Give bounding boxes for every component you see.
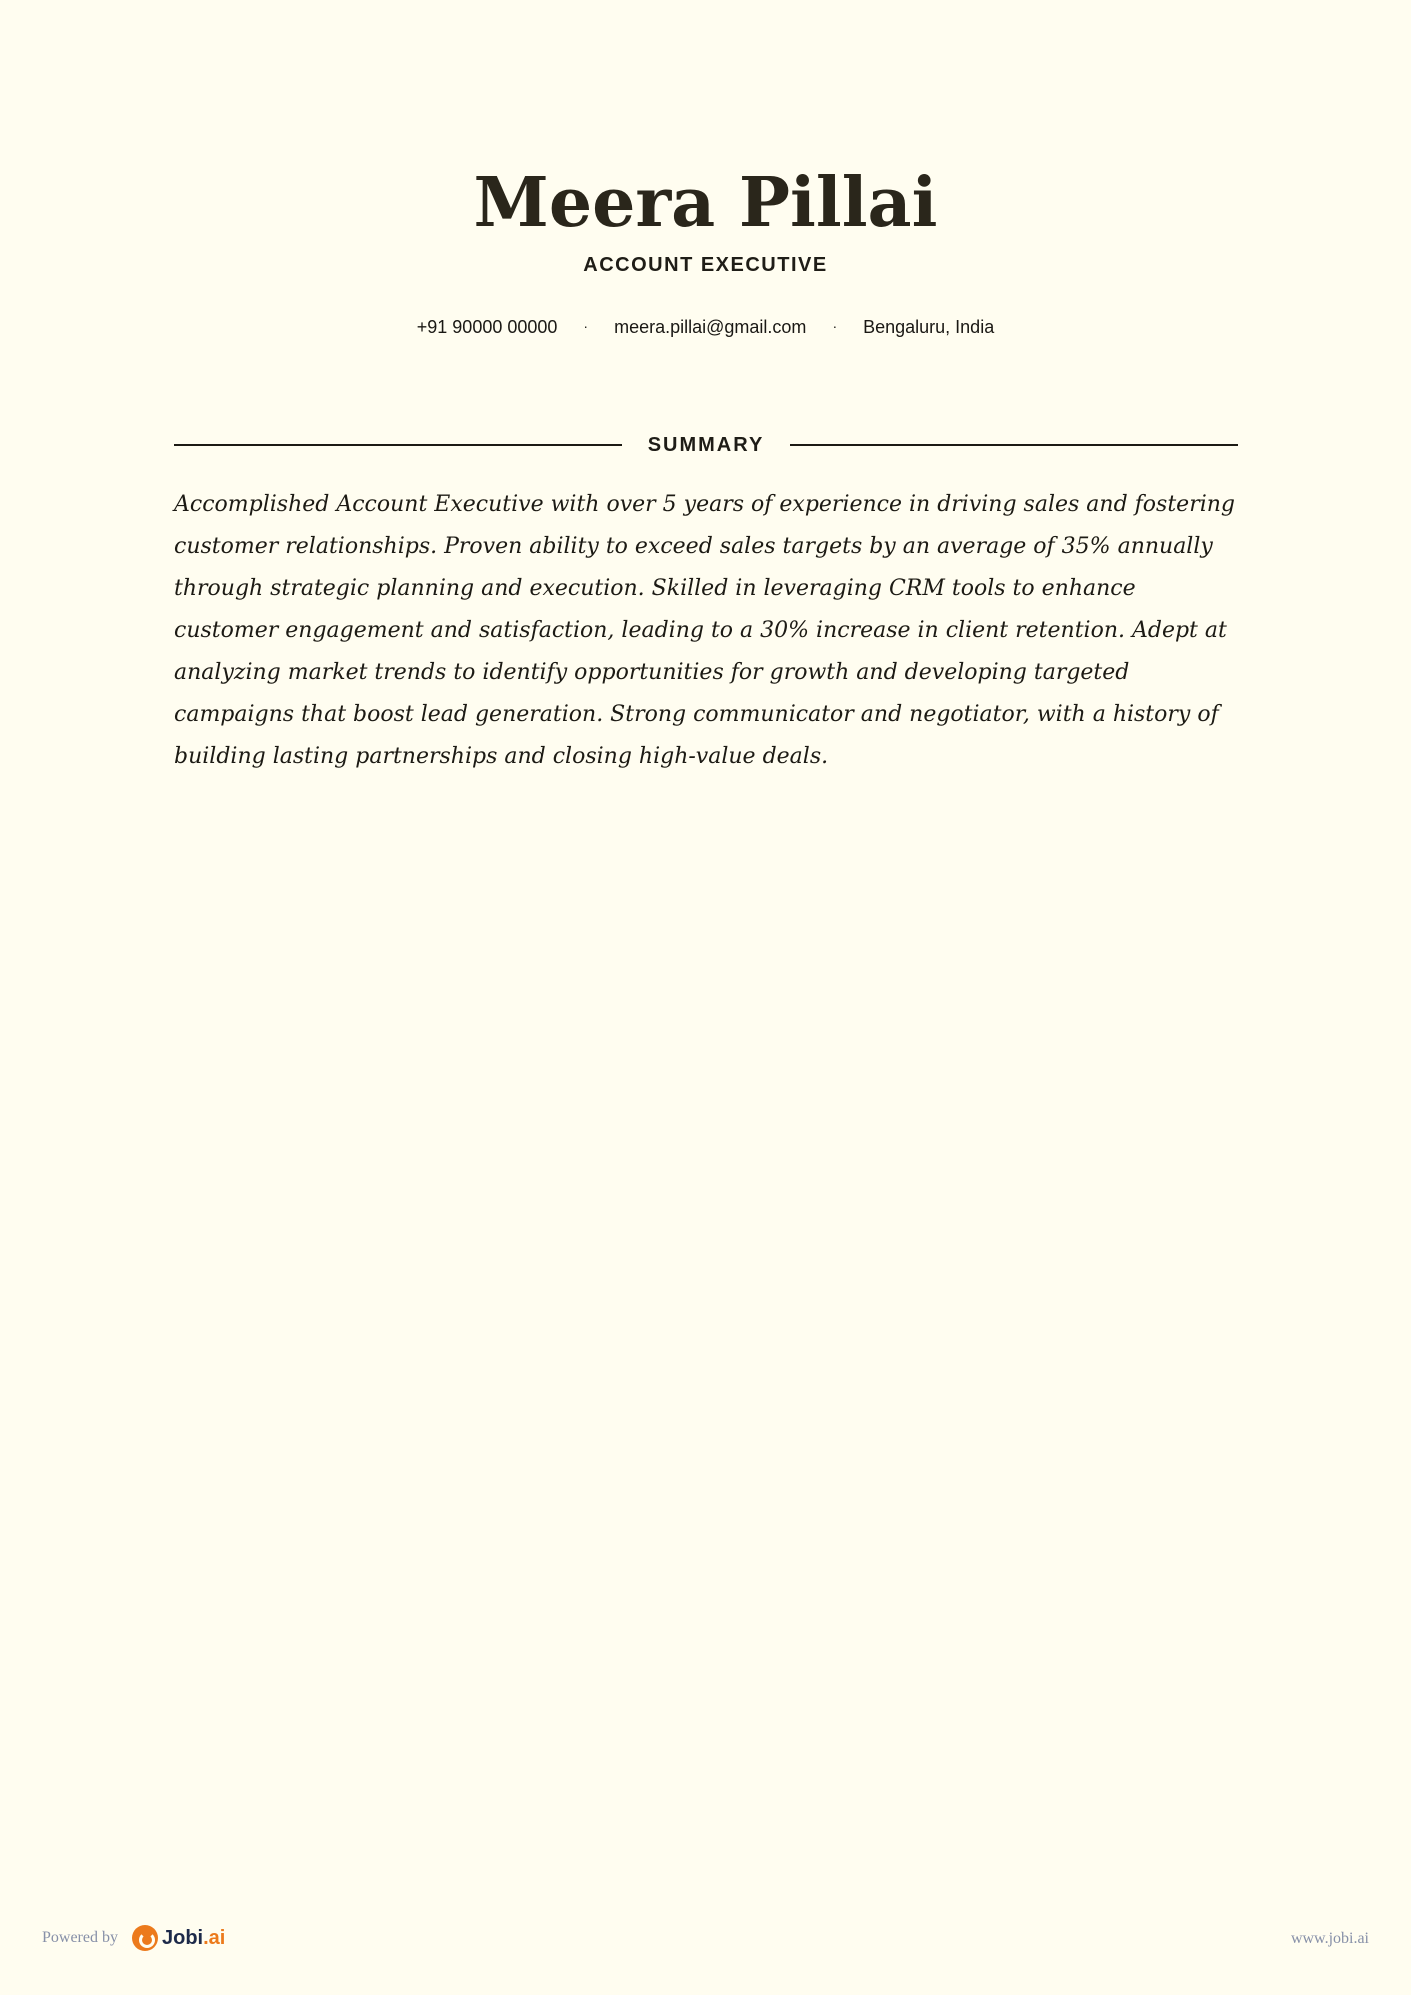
contact-separator: · <box>832 317 838 334</box>
contact-separator: · <box>583 317 589 334</box>
location: Bengaluru, India <box>863 317 995 337</box>
job-title: ACCOUNT EXECUTIVE <box>583 254 828 276</box>
contact-line <box>0 317 1411 338</box>
email-address: meera.pillai@gmail.com <box>614 317 807 337</box>
summary-paragraph: Accomplished Account Executive with over 5 years of experience in driving sales and fostering customer relationships. Proven ability to exceed sales targets by an average of 35% annually through strategic planning and execution. Skilled in leveraging CRM tools to enhance customer engagement and satisfaction, leading to a 30% increase in client retention. Adept at analyzing market trends to identify opportunities for growth and developing targeted campaigns that boost lead generation. Strong communicator and negotiator, with a history of building lasting partnerships and closing high-value deals. <box>174 492 1235 769</box>
summary-section-heading <box>174 432 1238 458</box>
jobi-logo-text <box>162 1927 225 1950</box>
candidate-name: Meera Pillai <box>473 163 938 243</box>
powered-by-badge[interactable] <box>42 1925 225 1951</box>
brand-suffix: .ai <box>203 1926 226 1949</box>
jobi-logo-icon <box>132 1925 158 1951</box>
heading-rule-right <box>790 444 1238 446</box>
heading-rule-left <box>174 444 622 446</box>
website-link[interactable]: www.jobi.ai <box>1290 1930 1369 1947</box>
powered-by-label: Powered by <box>42 1929 118 1946</box>
brand-main: Jobi <box>161 1926 204 1949</box>
summary-heading-label: SUMMARY <box>647 433 765 456</box>
phone-number: +91 90000 00000 <box>416 317 558 337</box>
